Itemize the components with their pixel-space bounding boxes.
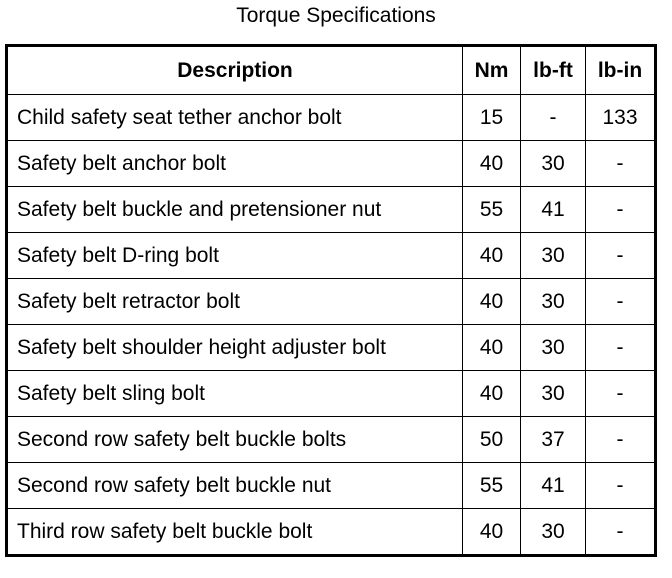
column-header-nm: Nm — [463, 46, 521, 95]
table-row — [7, 417, 656, 463]
cell-lbin: - — [586, 233, 656, 279]
cell-lbft: 30 — [521, 233, 586, 279]
table-body — [7, 95, 656, 556]
cell-description: Child safety seat tether anchor bolt — [7, 95, 463, 141]
cell-lbin: - — [586, 509, 656, 556]
page-title: Torque Specifications — [236, 4, 436, 27]
cell-lbft: 41 — [521, 187, 586, 233]
cell-lbin: - — [586, 371, 656, 417]
cell-lbft: 30 — [521, 141, 586, 187]
cell-nm: 40 — [463, 325, 521, 371]
cell-description: Second row safety belt buckle nut — [7, 463, 463, 509]
column-header-lbft: lb-ft — [521, 46, 586, 95]
cell-nm: 40 — [463, 233, 521, 279]
table-row — [7, 325, 656, 371]
cell-lbin: - — [586, 279, 656, 325]
cell-lbft: - — [521, 95, 586, 141]
cell-lbin: 133 — [586, 95, 656, 141]
table-row — [7, 141, 656, 187]
cell-nm: 55 — [463, 463, 521, 509]
cell-lbft: 41 — [521, 463, 586, 509]
table-header-row — [7, 46, 656, 95]
column-header-description: Description — [7, 46, 463, 95]
cell-lbft: 37 — [521, 417, 586, 463]
cell-nm: 40 — [463, 371, 521, 417]
cell-lbin: - — [586, 187, 656, 233]
cell-lbft: 30 — [521, 509, 586, 556]
cell-nm: 40 — [463, 279, 521, 325]
cell-description: Safety belt D-ring bolt — [7, 233, 463, 279]
torque-spec-table — [5, 44, 657, 557]
cell-nm: 40 — [463, 509, 521, 556]
table-row — [7, 371, 656, 417]
table-row — [7, 233, 656, 279]
cell-description: Safety belt anchor bolt — [7, 141, 463, 187]
cell-lbin: - — [586, 463, 656, 509]
table-row — [7, 509, 656, 556]
cell-lbft: 30 — [521, 371, 586, 417]
table-row — [7, 463, 656, 509]
cell-nm: 15 — [463, 95, 521, 141]
cell-lbft: 30 — [521, 325, 586, 371]
cell-description: Safety belt sling bolt — [7, 371, 463, 417]
cell-description: Second row safety belt buckle bolts — [7, 417, 463, 463]
cell-description: Safety belt retractor bolt — [7, 279, 463, 325]
cell-nm: 50 — [463, 417, 521, 463]
cell-lbft: 30 — [521, 279, 586, 325]
cell-lbin: - — [586, 325, 656, 371]
cell-lbin: - — [586, 141, 656, 187]
cell-nm: 40 — [463, 141, 521, 187]
cell-lbin: - — [586, 417, 656, 463]
table-row — [7, 187, 656, 233]
column-header-lbin: lb-in — [586, 46, 656, 95]
cell-description: Third row safety belt buckle bolt — [7, 509, 463, 556]
table-row — [7, 95, 656, 141]
cell-description: Safety belt buckle and pretensioner nut — [7, 187, 463, 233]
table-row — [7, 279, 656, 325]
cell-description: Safety belt shoulder height adjuster bolt — [7, 325, 463, 371]
cell-nm: 55 — [463, 187, 521, 233]
